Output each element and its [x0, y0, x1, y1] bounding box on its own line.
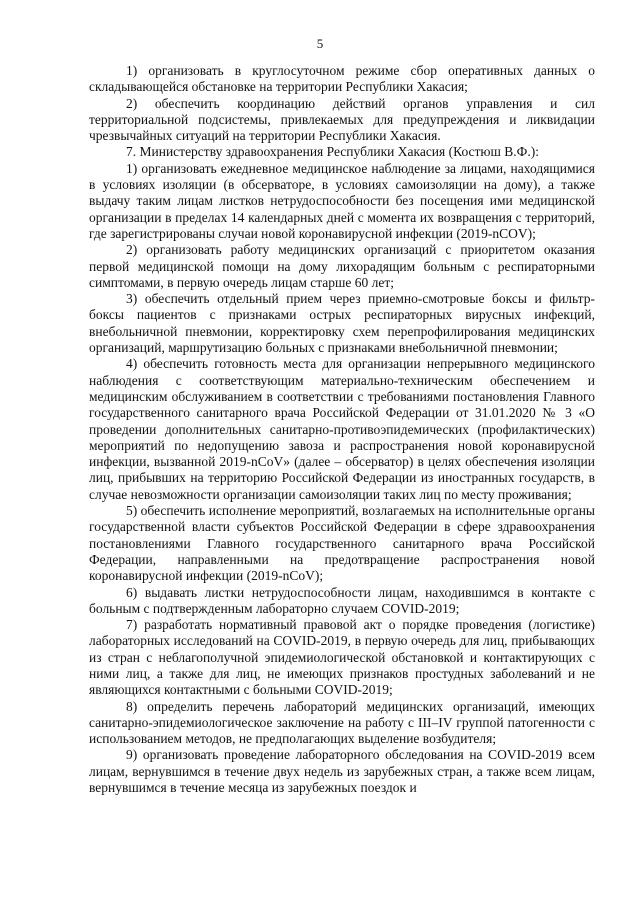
paragraph: 2) организовать работу медицинских организаций с приоритетом оказания первой медицинской помощи на дому лихорадящим больным с респираторными симптомами, в первую очередь лицам старше 60 лет; — [89, 242, 595, 290]
paragraph: 7. Министерству здравоохранения Республики Хакасия (Костюш В.Ф.): — [126, 144, 539, 160]
paragraph: 1) организовать ежедневное медицинское наблюдение за лицами, находящимися в условиях изоляции (в обсерваторе, в условиях самоизоляции на дому), а также выдачу таким лицам листков нетрудоспособности без посещения ими медицинской организации в пределах 14 календарных дней с момента их возвращения с территорий, где зарегистрированы случаи новой коронавирусной инфекции (2019-nCOV); — [89, 160, 595, 241]
paragraph: 9) организовать проведение лабораторного обследования на COVID-2019 всем лицам, вернувшимся в течение двух недель из зарубежных стран, а также всем лицам, вернувшимся в течение месяца из зарубежных поездок и — [89, 747, 595, 796]
page-number: 5 — [316, 36, 324, 51]
document-body — [89, 63, 595, 796]
paragraph: 6) выдавать листки нетрудоспособности лицам, находившимся в контакте с больным с подтвержденным лабораторно случаем COVID-2019; — [89, 584, 595, 616]
paragraph: 1) организовать в круглосуточном режиме сбор оперативных данных о складывающейся обстановке на территории Республики Хакасия; — [89, 63, 595, 95]
paragraph: 2) обеспечить координацию действий органов управления и сил территориальной подсистемы, привлекаемых для предупреждения и ликвидации чрезвычайных ситуаций на территории Республики Хакасия. — [89, 95, 595, 144]
paragraph: 7) разработать нормативный правовой акт о порядке проведения (логистике) лабораторных исследований на COVID-2019, в первую очередь для лиц, прибывающих из стран с неблагополучной эпидемиологической обстановкой и контактирующих с ними лиц, а также для лиц, не имеющих признаков простудных заболеваний и не являющихся контактными с больными COVID-2019; — [89, 617, 595, 698]
paragraph: 8) определить перечень лабораторий медицинских организаций, имеющих санитарно-эпидемиологическое заключение на работу с III–IV группой патогенности с использованием методов, не предполагающих выделение возбудителя; — [89, 698, 595, 747]
paragraph: 3) обеспечить отдельный прием через приемно-смотровые боксы и фильтр-боксы пациентов с признаками острых респираторных вирусных инфекций, внебольничной пневмонии, корректировку схем перепрофилирования медицинских организаций, маршрутизацию больных с признаками внебольничной пневмонии; — [89, 291, 595, 356]
paragraph: 4) обеспечить готовность места для организации непрерывного медицинского наблюдения с соответствующим материально-техническим обеспечением и медицинским обслуживанием в соответствии с требованиями постановления Главного государственного санитарного врача Российской Федерации от 31.01.2020 № 3 «О проведении дополнительных санитарно-противоэпидемических (профилактических) мероприятий по недопущению завоза и распространения новой коронавирусной инфекции, вызванной 2019-nCoV» (далее – обсерватор) в целях обеспечения изоляции лиц, прибывших на территорию Российской Федерации из иностранных государств, в случае невозможности организации самоизоляции таких лиц по месту проживания; — [89, 356, 595, 502]
paragraph: 5) обеспечить исполнение мероприятий, возлагаемых на исполнительные органы государственной власти субъектов Российской Федерации в сфере здравоохранения постановлениями Главного государственного санитарного врача Российской Федерации, направленными на предотвращение распространения новой коронавирусной инфекции (2019-nCoV); — [89, 503, 595, 584]
